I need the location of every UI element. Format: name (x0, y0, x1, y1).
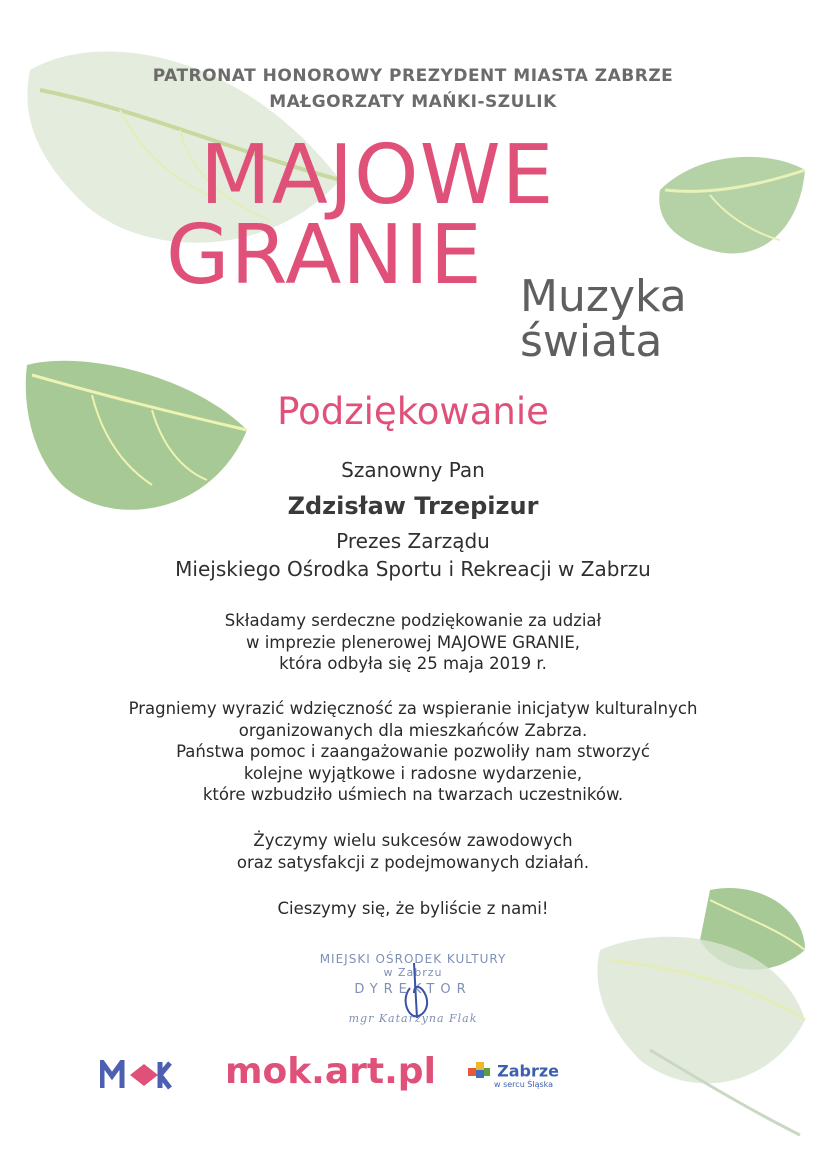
signature (392, 958, 442, 1028)
paragraph-2-line-3: Państwa pomoc i zaangażowanie pozwoliły nam stworzyć (176, 742, 650, 761)
stamp-line-1: MIEJSKI OŚRODEK KULTURY (319, 952, 507, 966)
website-url: mok.art.pl (225, 1051, 436, 1092)
paragraph-2-line-4: kolejne wyjątkowe i radosne wydarzenie, (243, 763, 583, 783)
paragraph-2-line-2: organizowanych dla mieszkańców Zabrza. (238, 720, 588, 740)
stamp-line-2: w Zabrzu (383, 966, 443, 979)
recipient-organization: Miejskiego Ośrodka Sportu i Rekreacji w Zabrzu (175, 557, 651, 581)
stamp-line-3: DYREKTOR (354, 982, 472, 997)
title-majowe: MAJOWE (200, 128, 555, 223)
mok-logo (100, 1060, 172, 1094)
paragraph-1-line-2: w imprezie plenerowej MAJOWE GRANIE, (245, 632, 580, 652)
title-granie: GRANIE (166, 208, 483, 303)
paragraph-3 (0, 830, 826, 873)
zabrze-logo-text: Zabrze (497, 1061, 559, 1081)
paragraph-1-line-3: która odbyła się 25 maja 2019 r. (279, 654, 547, 673)
zabrze-tagline: w sercu Śląska (494, 1080, 554, 1089)
patronat-line-1: PATRONAT HONOROWY PREZYDENT MIASTA ZABRZE (152, 66, 674, 86)
paragraph-4: Cieszymy się, że byliście z nami! (277, 899, 549, 918)
leaf-top-right-illustration (650, 150, 810, 270)
paragraph-2-line-5: które wzbudziło uśmiech na twarzach uczestników. (202, 785, 624, 804)
paragraph-3-line-2: oraz satysfakcji z podejmowanych działań. (236, 852, 590, 872)
recipient-name: Zdzisław Trzepizur (287, 492, 539, 520)
subtitle-swiata: świata (520, 316, 663, 367)
paragraph-3-line-1: Życzymy wielu sukcesów zawodowych (253, 831, 573, 850)
salutation: Szanowny Pan (341, 458, 485, 482)
certificate-heading: Podziękowanie (277, 390, 549, 433)
zabrze-logo (466, 1060, 559, 1089)
mok-logo-icon (100, 1060, 172, 1090)
paragraph-2 (0, 698, 826, 806)
paragraph-1-line-1: Składamy serdeczne podziękowanie za udział (224, 611, 602, 630)
recipient-role: Prezes Zarządu (336, 529, 490, 553)
zabrze-logo-icon (466, 1060, 492, 1082)
subtitle-muzyka: Muzyka (520, 271, 687, 322)
paragraph-1 (0, 610, 826, 675)
patronat-line-2: MAŁGORZATY MAŃKI-SZULIK (269, 92, 557, 112)
paragraph-2-line-1: Pragniemy wyrazić wdzięczność za wspieranie inicjatyw kulturalnych (128, 699, 698, 718)
stamp-line-4: mgr Katarzyna Flak (348, 1012, 478, 1025)
